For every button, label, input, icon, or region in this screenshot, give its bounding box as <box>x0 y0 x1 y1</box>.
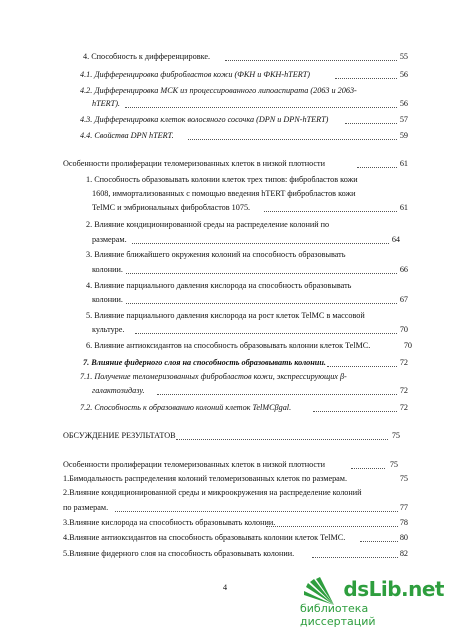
toc-line: 4.3. Дифференцировка клеток волосяного сосочка (DPN и DPN-hTERT) <box>80 115 329 124</box>
leader-dots <box>335 77 397 79</box>
toc-line: 7.1. Получение теломеризованных фибробластов кожи, экспрессирующих β- <box>80 372 347 381</box>
toc-line: 7.2. Способность к образованию колоний клеток TelMCβgal. <box>80 403 292 412</box>
toc-line: 6. Влияние антиоксидантов на способность образовывать колонии клеток TelMC. <box>86 341 371 350</box>
toc-page: 64 <box>391 235 400 244</box>
watermark-subtitle: библиотека диссертаций <box>300 602 376 628</box>
toc-line: 4. Способность к дифференцировке. <box>83 52 211 61</box>
leader-dots <box>126 302 397 304</box>
leader-dots <box>266 525 398 527</box>
toc-line: колонии. <box>92 265 123 274</box>
toc-page: 77 <box>399 503 408 512</box>
toc-page: 72 <box>399 386 408 395</box>
toc-page: 67 <box>399 295 408 304</box>
toc-line: Особенности пролиферации теломеризованных клеток в низкой плотности <box>63 159 326 168</box>
toc-line: 7. Влияние фидерного слоя на способность образовывать колонии. <box>83 358 326 367</box>
watermark[interactable] <box>300 575 450 628</box>
toc-line: 2.Влияние кондиционированной среды и микроокружения на распределение колоний <box>63 488 362 497</box>
toc-line: 3. Влияние ближайшего окружения колоний на способность образовывать <box>86 250 346 259</box>
toc-line: 1608, иммортализованных с помощью введения hTERT фибробластов кожи <box>92 189 356 198</box>
toc-line: колонии. <box>92 295 123 304</box>
toc-page: 82 <box>399 549 408 558</box>
toc-line: 4.1. Дифференцировка фибробластов кожи (ФКН и ФКН-hTERT) <box>80 70 311 79</box>
toc-page: 61 <box>399 203 408 212</box>
toc-line: 4.Влияние антиоксидантов на способность образовывать колонии клеток TelMC. <box>63 533 346 542</box>
leader-dots <box>313 410 397 412</box>
toc-page: 72 <box>399 403 408 412</box>
toc-page: 57 <box>399 115 408 124</box>
toc-line: Особенности пролиферации теломеризованных клеток в низкой плотности <box>63 460 326 469</box>
leader-dots <box>345 122 397 124</box>
toc-line: галактозидазу. <box>92 386 145 395</box>
leader-dots <box>312 556 398 558</box>
toc-line: hTERT). <box>92 99 120 108</box>
toc-page: 66 <box>399 265 408 274</box>
leader-dots <box>132 242 389 244</box>
leader-dots <box>157 393 397 395</box>
leader-dots <box>357 166 397 168</box>
leader-dots <box>115 510 398 512</box>
toc-page: 70 <box>403 341 412 350</box>
toc-line: размерам. <box>92 235 127 244</box>
toc-page: 72 <box>399 358 408 367</box>
toc-line: 4. Влияние парциального давления кислорода на способность образовывать <box>86 281 352 290</box>
toc-page: 56 <box>399 99 408 108</box>
toc-line: 4.4. Свойства DPN hTERT. <box>80 131 174 140</box>
section-heading: ОБСУЖДЕНИЕ РЕЗУЛЬТАТОВ <box>63 431 176 440</box>
toc-page: 78 <box>399 518 408 527</box>
leader-dots <box>126 272 397 274</box>
toc-line: культуре. <box>92 325 125 334</box>
watermark-logo: dsLib.net <box>343 577 444 601</box>
leader-dots <box>264 210 397 212</box>
page-number: 4 <box>222 582 228 592</box>
toc-page: 56 <box>399 70 408 79</box>
toc-page: 61 <box>399 159 408 168</box>
leader-dots <box>351 467 385 469</box>
toc-page: 75 <box>391 431 400 440</box>
leader-dots <box>135 332 397 334</box>
toc-line: 4.2. Дифференцировка МСК из процессированного липоаспирата (2063 и 2063- <box>80 86 357 95</box>
toc-line: 5. Влияние парциального давления кислорода на рост клеток TelMC в массовой <box>86 311 365 320</box>
leader-dots <box>125 106 397 108</box>
toc-line: 5.Влияние фидерного слоя на способность образовывать колонии. <box>63 549 295 558</box>
toc-line: по размерам. <box>63 503 109 512</box>
leader-dots <box>188 138 397 140</box>
toc-line: 3.Влияние кислорода на способность образовывать колонии. <box>63 518 276 527</box>
leader-dots <box>327 365 397 367</box>
toc-line: 1.Бимодальность распределения колоний теломеризованных клеток по размерам. <box>63 474 348 483</box>
toc-line: 2. Влияние кондиционированной среды на распределение колоний по <box>86 220 330 229</box>
leader-dots <box>360 540 398 542</box>
leader-dots <box>225 59 397 61</box>
toc-page: 75 <box>399 474 408 483</box>
toc-page: 55 <box>399 52 408 61</box>
toc-line: 1. Способность образовывать колонии клеток трех типов: фибробластов кожи <box>86 175 358 184</box>
toc-page: 59 <box>399 131 408 140</box>
leader-dots <box>176 438 388 440</box>
toc-page: 80 <box>399 533 408 542</box>
toc-page: 70 <box>399 325 408 334</box>
toc-line: TelMC и эмбриональных фибробластов 1075. <box>92 203 251 212</box>
toc-page: 75 <box>389 460 398 469</box>
